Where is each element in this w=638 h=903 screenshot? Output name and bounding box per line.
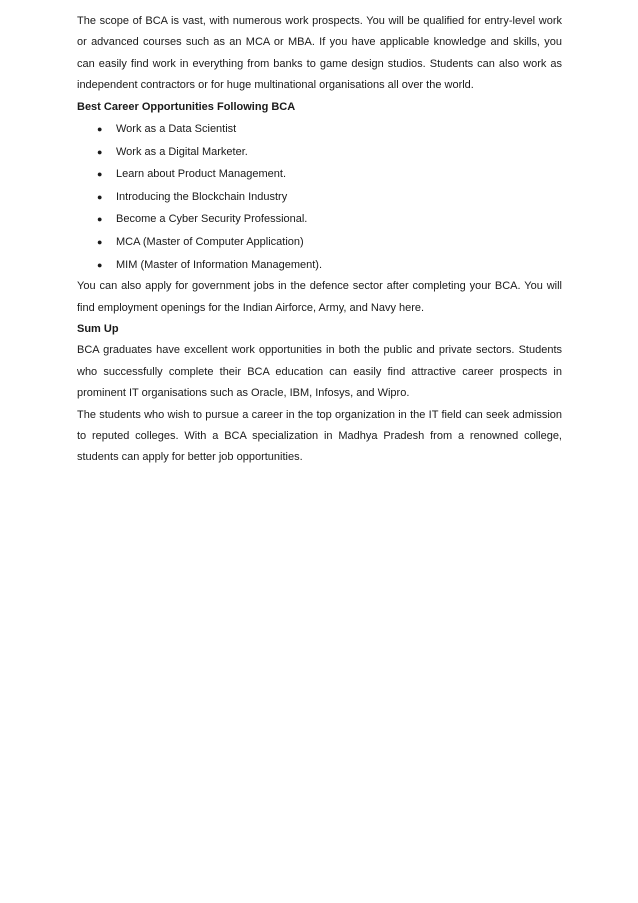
list-item — [77, 118, 562, 141]
list-item — [77, 186, 562, 209]
list-item — [77, 141, 562, 164]
bullet-icon: ● — [97, 169, 103, 180]
government-jobs-paragraph: You can also apply for government jobs in the defence sector after completing your BCA. You will find employment openings for the Indian Airforce, Army, and Navy here. — [77, 280, 562, 314]
list-item-text: Learn about Product Management. — [116, 168, 287, 181]
list-item — [77, 208, 562, 231]
document-page — [77, 11, 562, 469]
bullet-icon: ● — [97, 259, 103, 270]
bullet-icon: ● — [97, 191, 103, 202]
sumup-paragraph-2: The students who wish to pursue a career in the top organization in the IT field can seek admission to reputed colleges. With a BCA specialization in Madhya Pradesh from a renowned college, students can apply for better job opportunities. — [77, 408, 562, 464]
list-item-text: Introducing the Blockchain Industry — [116, 190, 288, 203]
careers-heading: Best Career Opportunities Following BCA — [77, 100, 296, 113]
list-item-text: Work as a Data Scientist — [116, 123, 237, 136]
careers-list — [77, 118, 562, 276]
list-item — [77, 163, 562, 186]
bullet-icon: ● — [97, 214, 103, 225]
bullet-icon: ● — [97, 124, 103, 135]
intro-paragraph: The scope of BCA is vast, with numerous work prospects. You will be qualified for entry-level work or advanced courses such as an MCA or MBA. If you have applicable knowledge and skills, you can easily find work in everything from banks to game design studios. Students can also work as independent contractors or for huge multinational organisations all over the world. — [77, 15, 562, 92]
bullet-icon: ● — [97, 237, 103, 247]
list-item-text: Become a Cyber Security Professional. — [116, 213, 308, 226]
list-item — [77, 254, 562, 277]
list-item-text: Work as a Digital Marketer. — [116, 145, 248, 158]
list-item-text: MIM (Master of Information Management). — [116, 258, 323, 271]
list-item — [77, 231, 562, 254]
list-item-text: MCA (Master of Computer Application) — [116, 236, 304, 248]
bullet-icon: ● — [97, 146, 103, 157]
sumup-heading: Sum Up — [77, 323, 119, 335]
sumup-paragraph-1: BCA graduates have excellent work opportunities in both the public and private sectors. Students who successfully complete their BCA education can easily find attractive career prospects in prominent IT organisations such as Oracle, IBM, Infosys, and Wipro. — [77, 344, 562, 400]
